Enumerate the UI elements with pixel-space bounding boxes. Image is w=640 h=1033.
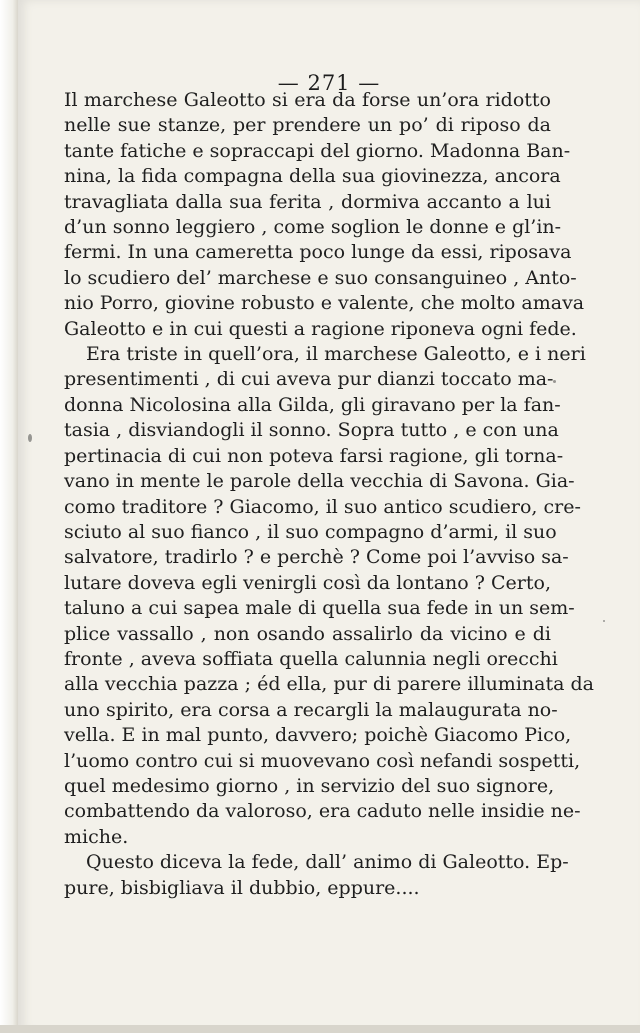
- text-line: vella. E in mal punto, davvero; poichè Giacomo Pico,: [64, 724, 572, 747]
- text-line: sciuto al suo fianco , il suo compagno d’armi, il suo: [64, 520, 557, 543]
- text-line: presentimenti , di cui aveva pur dianzi toccato ma-: [64, 368, 554, 391]
- text-line: alla vecchia pazza ; éd ella, pur di parere illuminata da: [64, 673, 594, 696]
- scan-edge: [0, 0, 18, 1033]
- text-line: Galeotto e in cui questi a ragione riponeva ogni fede.: [64, 317, 577, 340]
- scan-bottom-edge: [0, 1025, 640, 1033]
- page-text: [64, 88, 594, 901]
- text-line: d’un sonno leggiero , come soglion le donne e gl’in-: [64, 216, 562, 239]
- text-line: Era triste in quell’ora, il marchese Galeotto, e i neri: [86, 343, 586, 366]
- text-line: quel medesimo giorno , in servizio del suo signore,: [64, 774, 555, 797]
- text-line: vano in mente le parole della vecchia di Savona. Gia-: [64, 470, 575, 493]
- text-line: fronte , aveva soffiata quella calunnia negli orecchi: [64, 647, 558, 670]
- text-line: salvatore, tradirlo ? e perchè ? Come poi l’avviso sa-: [64, 546, 569, 569]
- scan-speck: [28, 434, 32, 442]
- text-line: taluno a cui sapea male di quella sua fede in un sem-: [64, 597, 575, 620]
- text-line: tasia , disviandogli il sonno. Sopra tutto , e con una: [64, 419, 559, 442]
- text-line: travagliata dalla sua ferita , dormiva accanto a lui: [64, 190, 551, 213]
- text-line: nina, la fida compagna della sua giovinezza, ancora: [64, 165, 561, 188]
- text-line: nelle sue stanze, per prendere un po’ di riposo da: [64, 114, 551, 137]
- text-line: plice vassallo , non osando assalirlo da vicino e di: [64, 622, 551, 645]
- text-line: l’uomo contro cui si muovevano così nefandi sospetti,: [64, 749, 581, 772]
- text-line: nio Porro, giovine robusto e valente, che molto amava: [64, 292, 585, 315]
- text-line: pure, bisbigliava il dubbio, eppure....: [64, 876, 420, 899]
- text-line: miche.: [64, 825, 129, 848]
- text-line: tante fatiche e sopraccapi del giorno. Madonna Ban-: [64, 139, 571, 162]
- text-line: donna Nicolosina alla Gilda, gli giravano per la fan-: [64, 393, 561, 416]
- scan-speck: [603, 620, 605, 622]
- text-line: uno spirito, era corsa a recargli la malaugurata no-: [64, 698, 558, 721]
- text-line: pertinacia di cui non poteva farsi ragione, gli torna-: [64, 444, 564, 467]
- text-line: fermi. In una cameretta poco lunge da essi, riposava: [64, 241, 572, 264]
- text-line: lutare doveva egli venirgli così da lontano ? Certo,: [64, 571, 551, 594]
- text-line: Il marchese Galeotto si era da forse un’ora ridotto: [64, 89, 551, 111]
- scan-speck: [553, 380, 556, 383]
- text-line: combattendo da valoroso, era caduto nelle insidie ne-: [64, 800, 581, 823]
- text-line: como traditore ? Giacomo, il suo antico scudiero, cre-: [64, 495, 581, 518]
- page-number: — 271 —: [277, 71, 381, 95]
- book-page: [18, 0, 640, 1033]
- text-line: Questo diceva la fede, dall’ animo di Galeotto. Ep-: [86, 851, 569, 874]
- text-line: lo scudiero del’ marchese e suo consanguineo , Anto-: [64, 266, 577, 289]
